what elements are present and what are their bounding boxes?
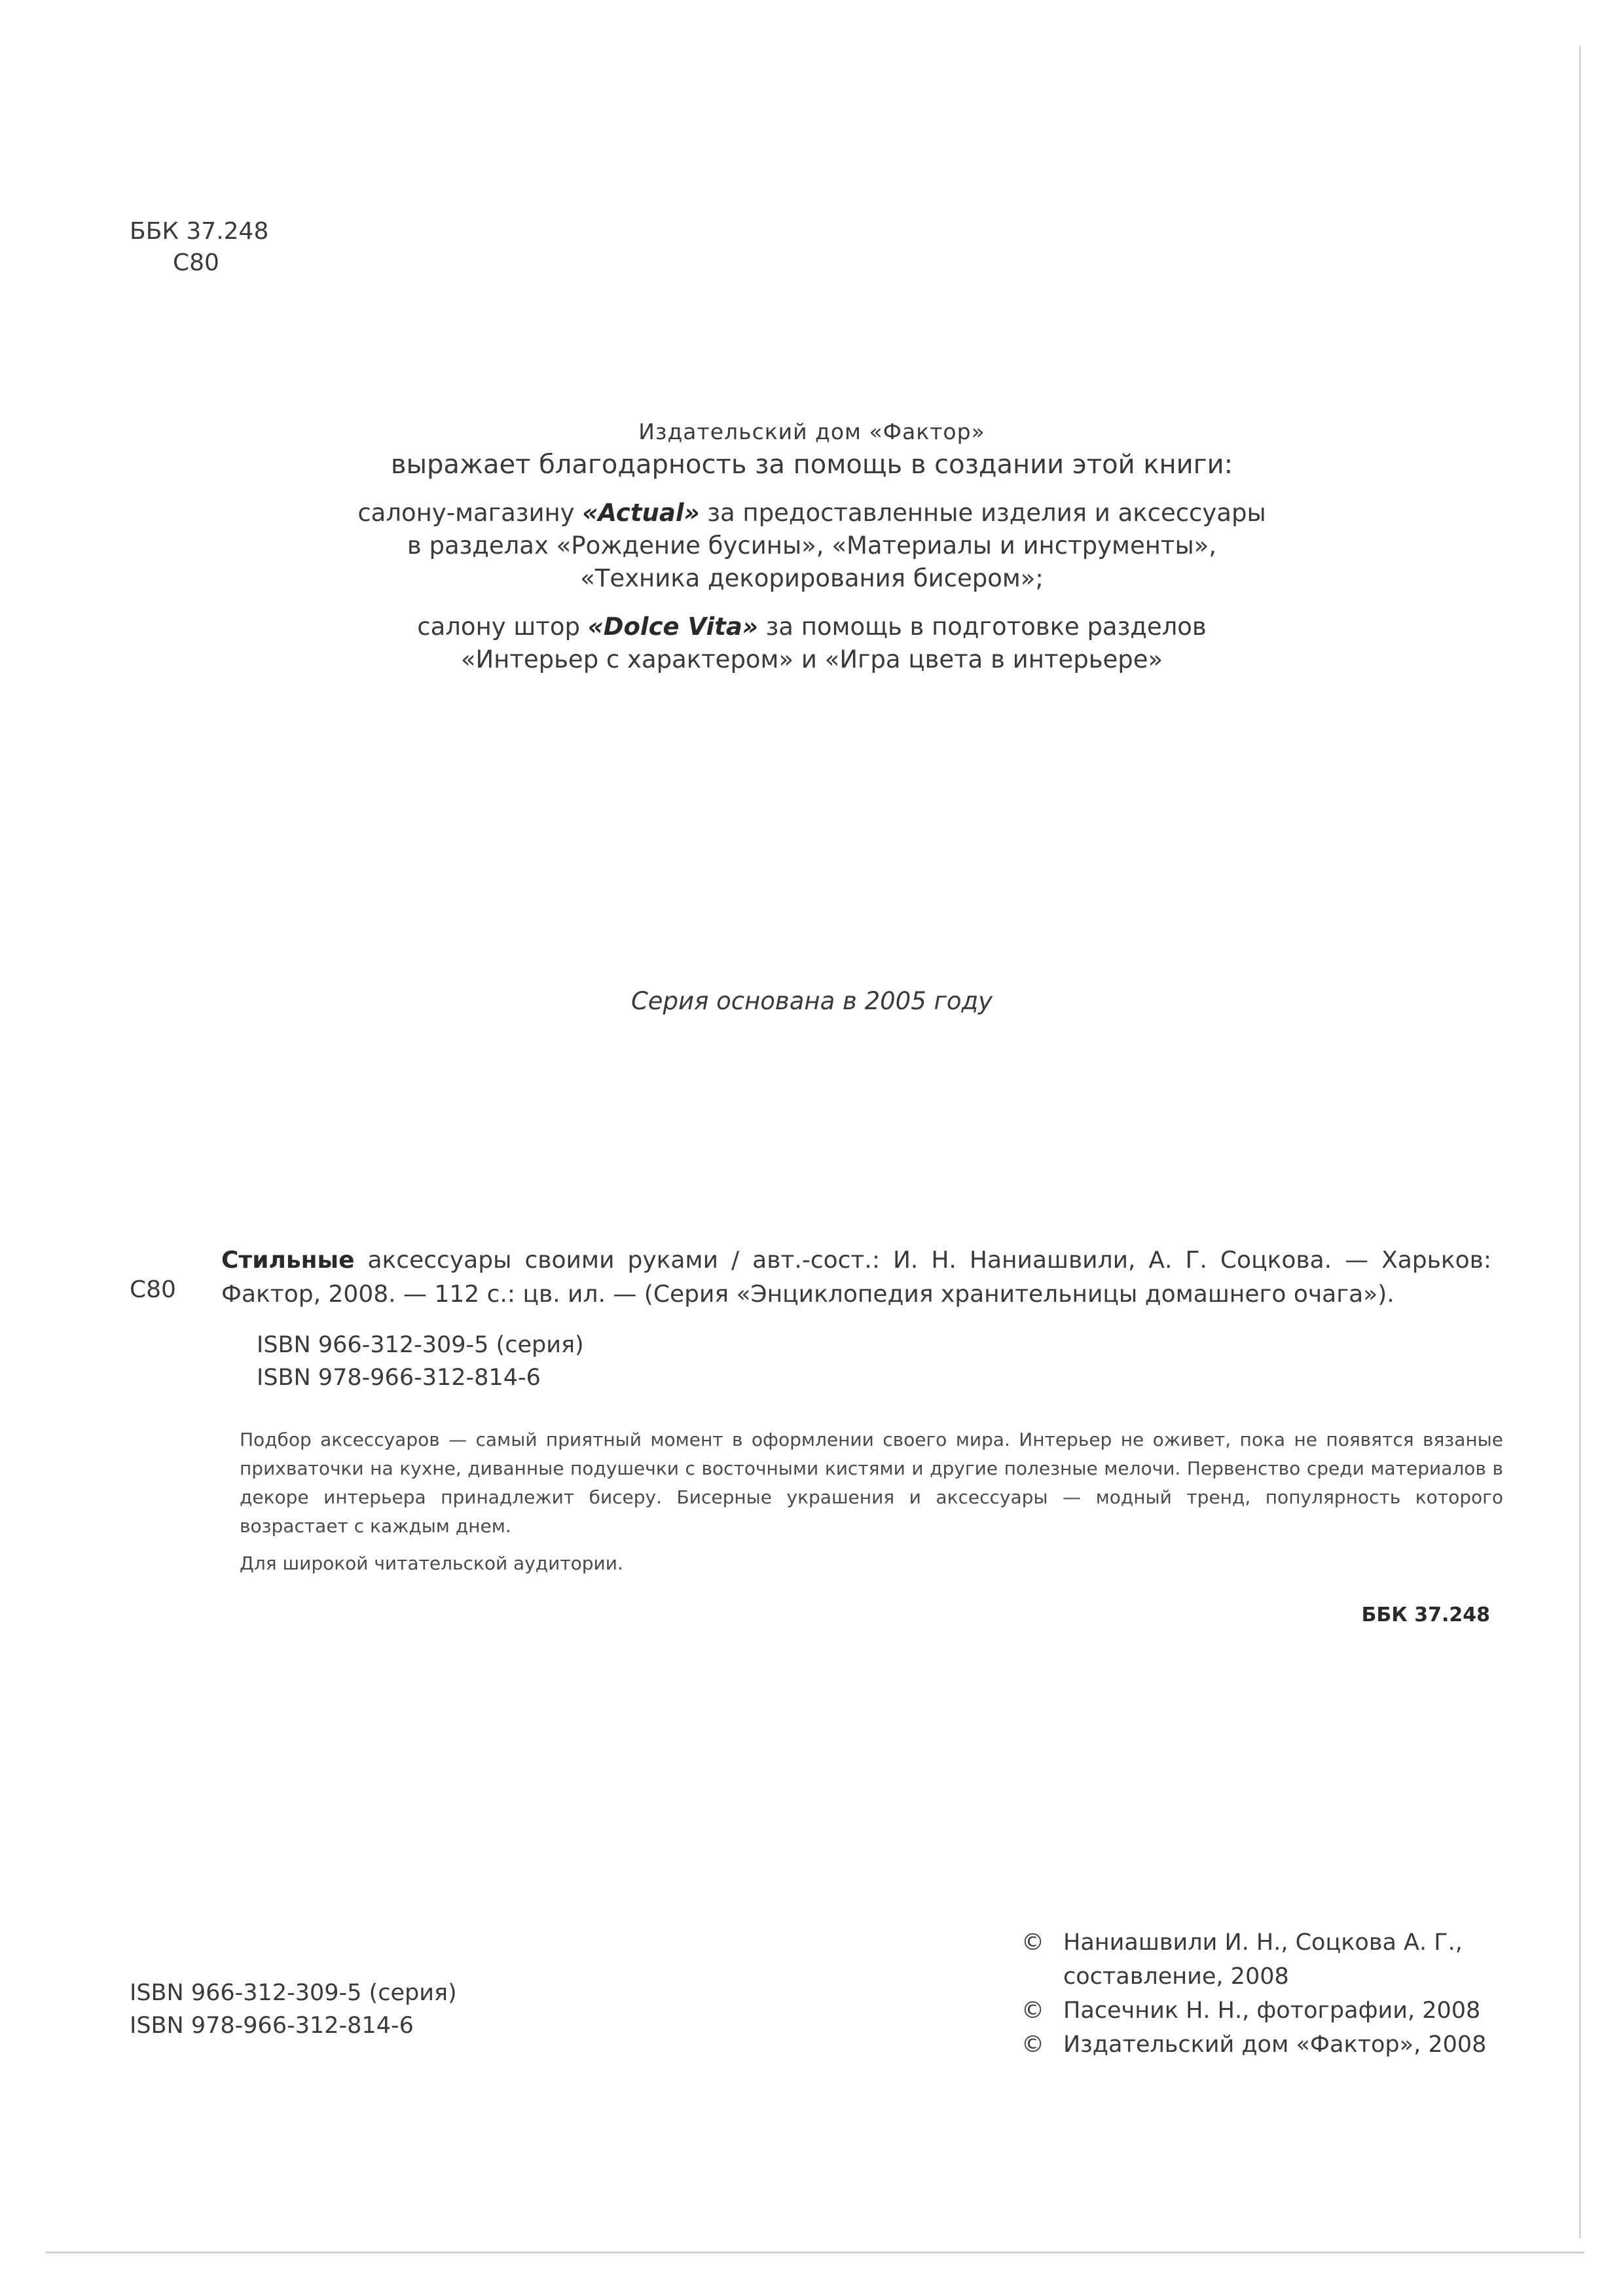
page-edge-right (1579, 46, 1581, 2238)
bbk-index: ББК 37.248 (130, 218, 269, 245)
actual-thanks-line: салону-магазину «Actual» за предоставленные изделия и аксессуары (357, 499, 1266, 527)
isbn-series: ISBN 966-312-309-5 (серия) (130, 1980, 457, 2006)
acknowledgement-block (196, 416, 1427, 676)
bibliographic-description (221, 1244, 1491, 1312)
publisher-name: Издательский дом «Фактор» (638, 419, 985, 444)
copyright-icon: © (1021, 2032, 1044, 2058)
acknowledgement-heading: выражает благодарность за помощь в создании этой книги: (390, 450, 1233, 480)
isbn-book: ISBN 978-966-312-814-6 (257, 1365, 541, 1391)
author-code: С80 (173, 249, 219, 276)
actual-thanks-line-3: «Техника декорирования бисером»; (580, 564, 1044, 592)
bibliographic-rest: аксессуары своими руками / авт.-сост.: И. Н. Наниашвили, А. Г. Соцкова. — Харьков: Фактор, 2008. — 112 с.: цв. ил. — (Серия «Энциклопедия хранительницы домашнего очага»). (221, 1247, 1491, 1308)
dolce-vita-brand: «Dolce Vita» (587, 613, 758, 641)
copyright-block (1021, 1926, 1558, 2062)
annotation: Подбор аксессуаров — самый приятный момент в оформлении своего мира. Интерьер не оживет, пока не появятся вязаные прихваточки на кухне, диванные подушечки с восточными кистями и другие полезные мелочи. Первенство среди материалов в декоре интерьера принадлежит бисеру. Бисерные украшения и аксессуары — модный тренд, популярность которого возрастает с каждым днем. (240, 1429, 1503, 1537)
actual-thanks-line-2: в разделах «Рождение бусины», «Материалы и инструменты», (407, 531, 1217, 560)
series-note: Серия основана в 2005 году (630, 987, 993, 1015)
classification-block (130, 216, 268, 279)
book-title-bold: Стильные (221, 1247, 355, 1274)
dolce-thanks-line-2: «Интерьер с характером» и «Игра цвета в интерьере» (460, 645, 1163, 673)
copyright-line: © Наниашвили И. Н., Соцкова А. Г., составление, 2008 (1021, 1926, 1558, 1994)
isbn-block-mid (257, 1329, 584, 1394)
isbn-book: ISBN 978-966-312-814-6 (130, 2013, 414, 2039)
copyright-icon: © (1021, 1998, 1044, 2024)
copyright-line: © Пасечник Н. Н., фотографии, 2008 (1021, 1994, 1558, 2028)
page-edge-bottom (46, 2251, 1584, 2253)
audience-note: Для широкой читательской аудитории. (240, 1552, 623, 1574)
dolce-thanks-line: салону штор «Dolce Vita» за помощь в подготовке разделов (417, 613, 1207, 641)
copyright-icon: © (1021, 1929, 1044, 1956)
copyright-line: © Издательский дом «Фактор», 2008 (1021, 2028, 1558, 2062)
isbn-block-bottom (130, 1977, 457, 2042)
isbn-series: ISBN 966-312-309-5 (серия) (257, 1332, 584, 1358)
catalog-code: С80 (130, 1276, 176, 1303)
actual-brand: «Actual» (582, 499, 700, 527)
bbk-index-right: ББК 37.248 (1361, 1604, 1490, 1626)
